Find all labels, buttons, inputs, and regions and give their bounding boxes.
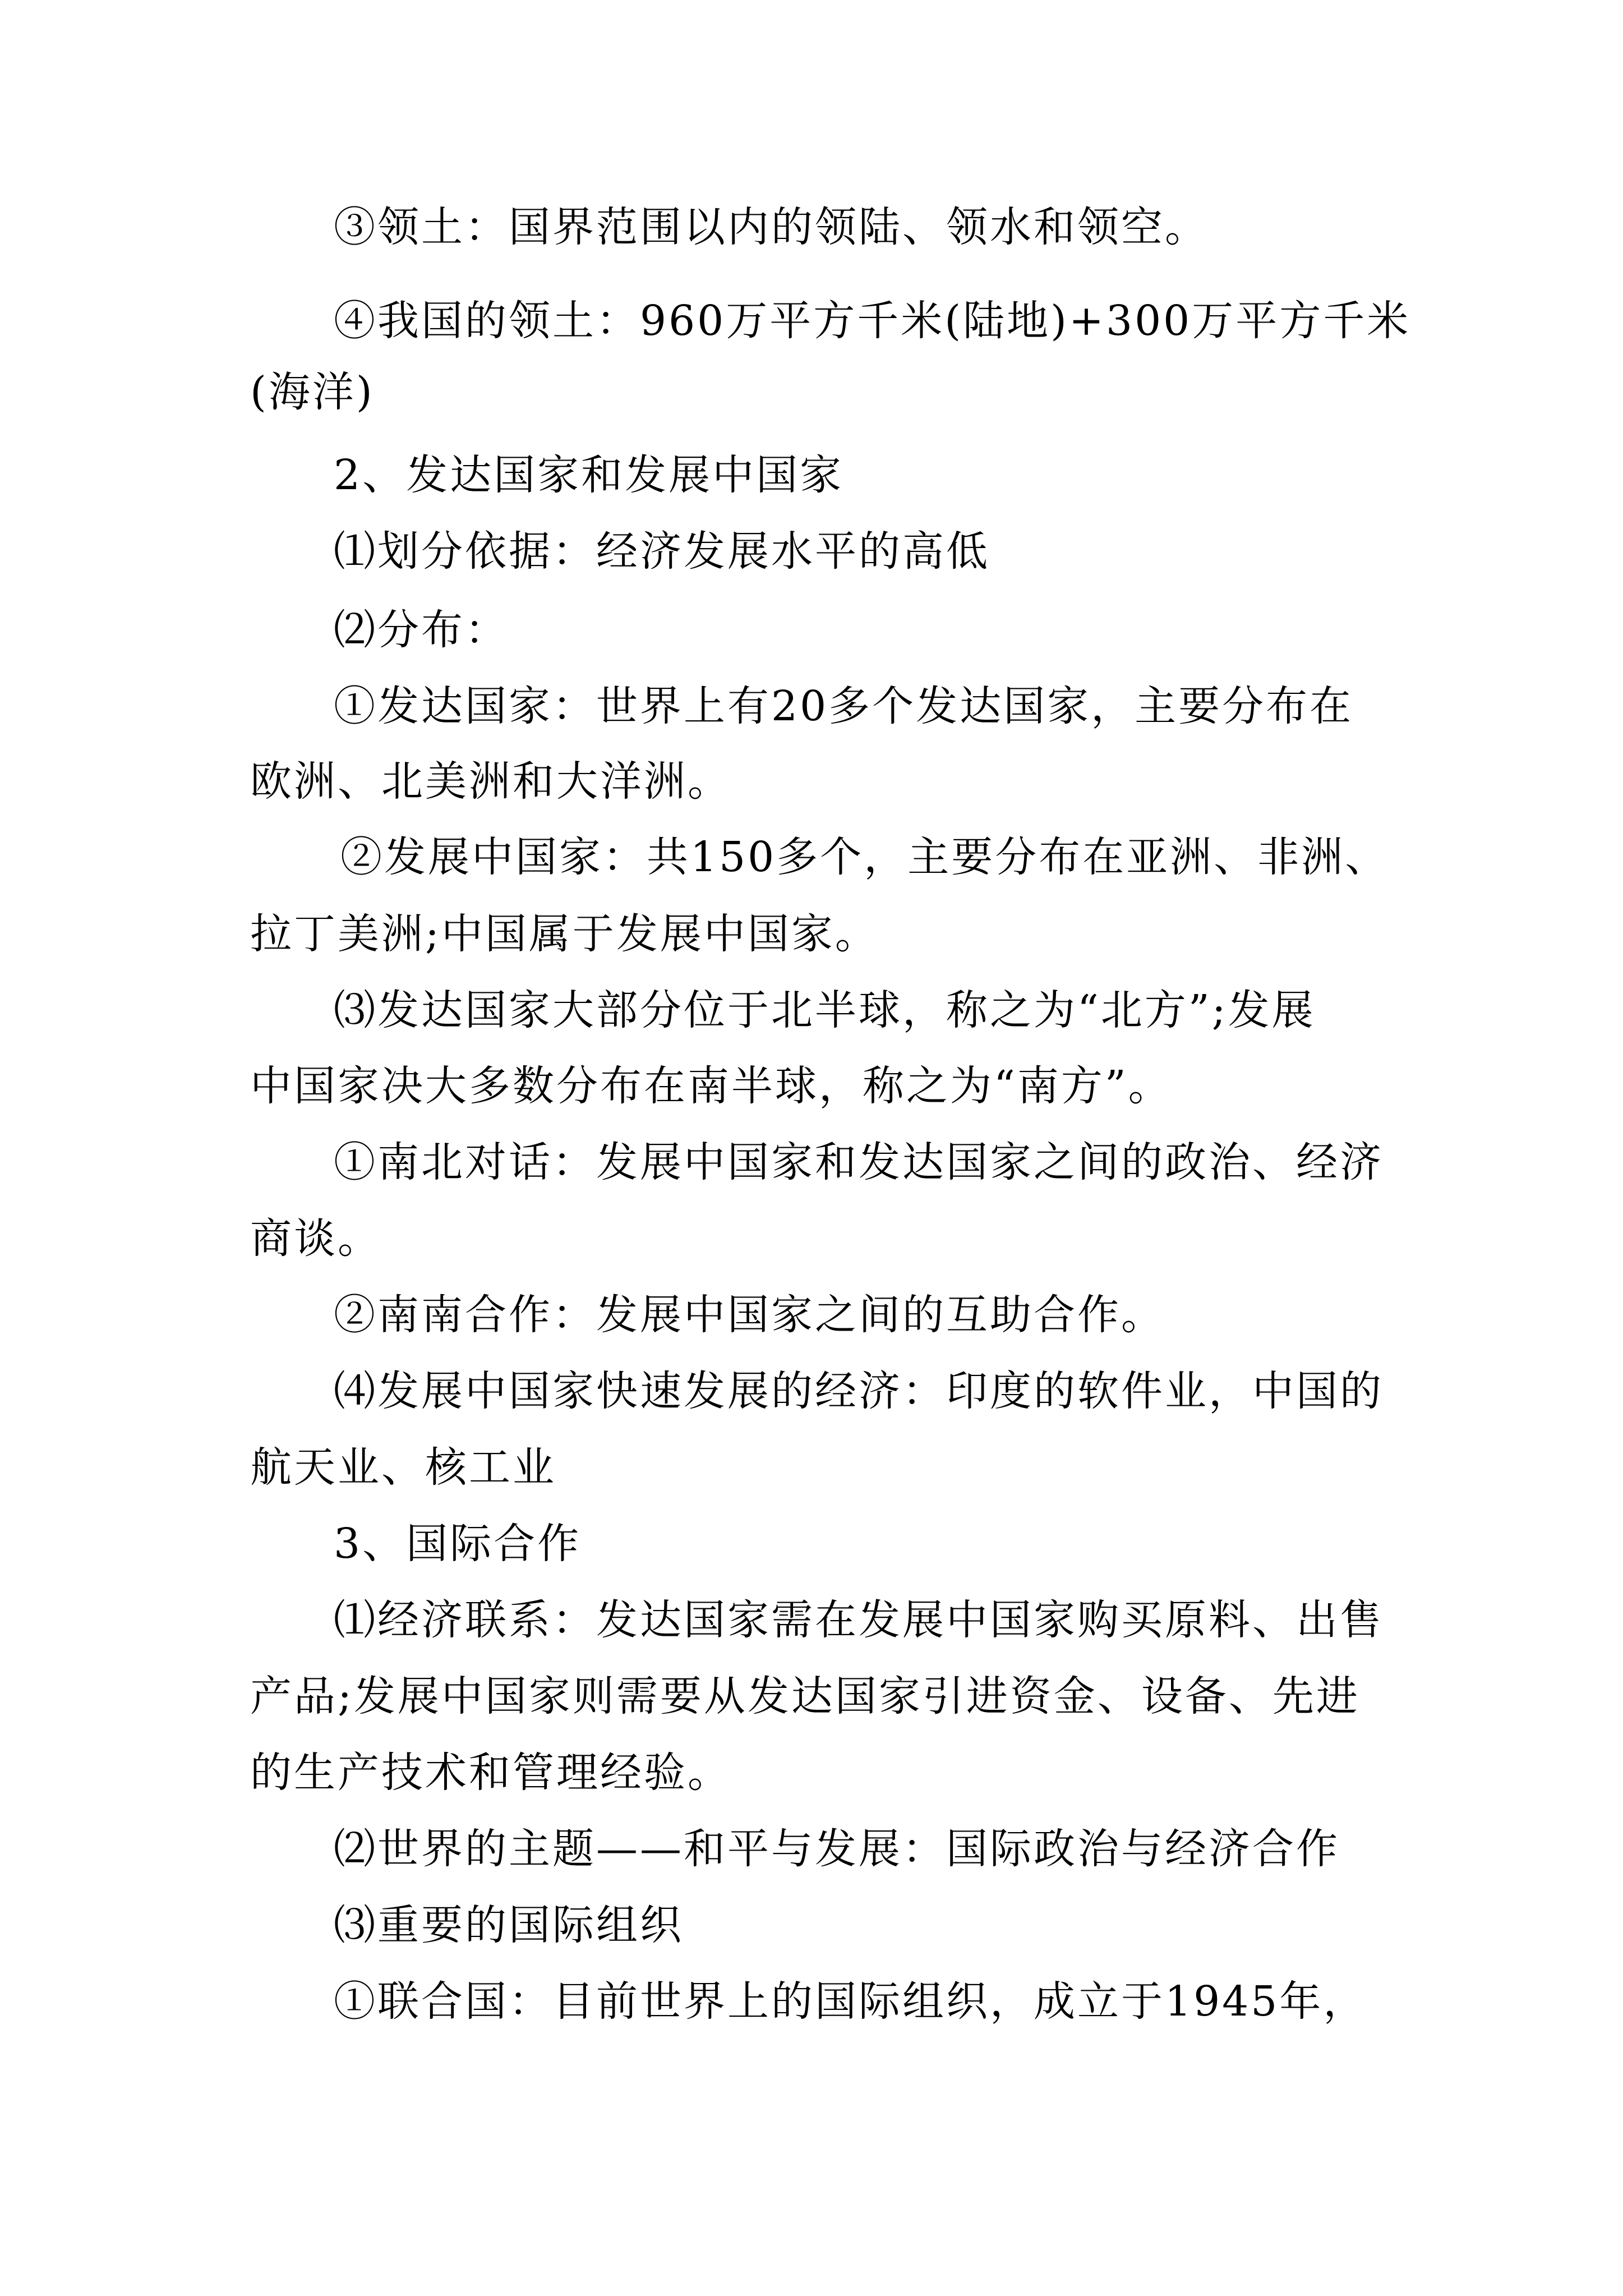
- text-line-22: ⑵世界的主题——和平与发展：国际政治与经济合作: [334, 1825, 1340, 1873]
- text-line-21: 的生产技术和管理经验。: [250, 1749, 731, 1797]
- text-line-1: ③领土：国界范围以内的领陆、领水和领空。: [334, 203, 1209, 251]
- text-line-8: 欧洲、北美洲和大洋洲。: [250, 757, 731, 806]
- text-line-10: 拉丁美洲;中国属于发展中国家。: [250, 910, 879, 958]
- text-line-9: ②发展中国家：共150多个，主要分布在亚洲、非洲、: [340, 833, 1389, 881]
- text-line-11: ⑶发达国家大部分位于北半球，称之为“北方”;发展: [334, 986, 1316, 1034]
- text-line-24: ①联合国：目前世界上的国际组织，成立于1945年，: [334, 1977, 1367, 2026]
- text-line-5: ⑴划分依据：经济发展水平的高低: [334, 527, 990, 576]
- text-line-13: ①南北对话：发展中国家和发达国家之间的政治、经济: [334, 1138, 1384, 1186]
- text-line-7: ①发达国家：世界上有20多个发达国家，主要分布在: [334, 682, 1354, 730]
- section-heading-2: 2、发达国家和发展中国家: [334, 451, 844, 499]
- text-line-19: ⑴经济联系：发达国家需在发展中国家购买原料、出售: [334, 1596, 1384, 1644]
- text-line-12: 中国家决大多数分布在南半球，称之为“南方”。: [250, 1062, 1172, 1110]
- text-line-16: ⑷发展中国家快速发展的经济：印度的软件业，中国的: [334, 1367, 1384, 1415]
- text-line-2: ④我国的领土：960万平方千米(陆地)+300万平方千米: [334, 297, 1411, 345]
- text-line-17: 航天业、核工业: [250, 1443, 556, 1492]
- section-heading-3: 3、国际合作: [334, 1520, 582, 1568]
- text-line-3: (海洋): [250, 368, 375, 416]
- text-line-23: ⑶重要的国际组织: [334, 1901, 684, 1949]
- text-line-6: ⑵分布：: [334, 606, 509, 654]
- text-line-15: ②南南合作：发展中国家之间的互助合作。: [334, 1291, 1165, 1339]
- text-line-20: 产品;发展中国家则需要从发达国家引进资金、设备、先进: [250, 1672, 1360, 1720]
- text-line-14: 商谈。: [250, 1214, 381, 1263]
